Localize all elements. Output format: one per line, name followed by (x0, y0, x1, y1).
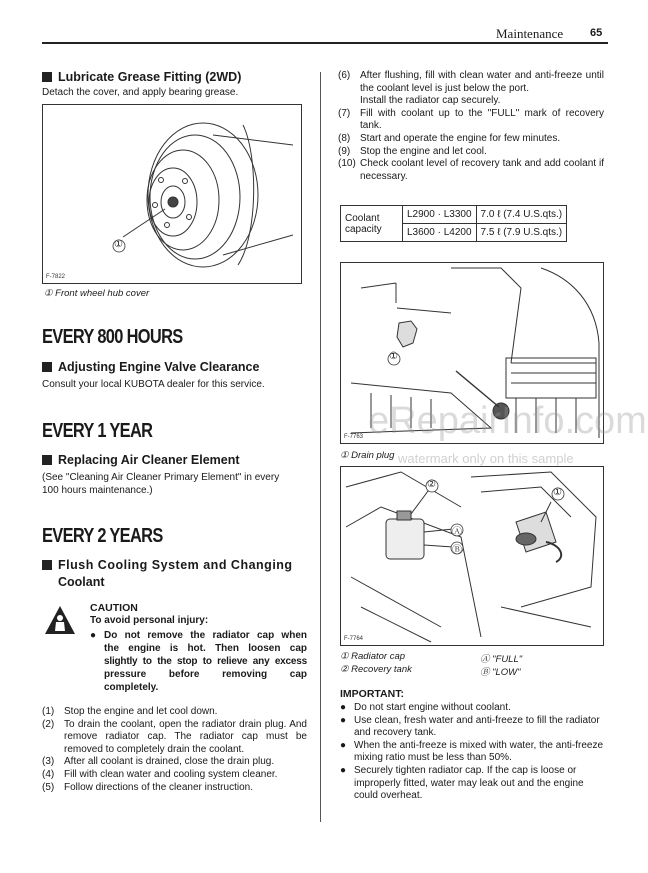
header-rule (42, 42, 608, 44)
bullet-icon: ● (340, 702, 347, 713)
list-item: (8) Start and operate the engine for few minutes. (338, 132, 561, 144)
caption-recovery-tank: ② Recovery tank (340, 664, 412, 675)
radiator-illustration (341, 467, 603, 645)
grease-section (42, 70, 310, 99)
important-list (340, 702, 604, 803)
coolant-capacity-table (340, 205, 567, 242)
list-item: (6) After flushing, fill with clean water and anti-freeze until the coolant level is just below the port. (338, 70, 604, 94)
callout-a: Ⓐ (452, 527, 462, 538)
figure-caption: ① Front wheel hub cover (44, 288, 150, 299)
caption-radiator-cap: ① Radiator cap (340, 651, 406, 662)
caption-low: Ⓑ "LOW" (480, 667, 521, 678)
caution-subtitle: To avoid personal injury: (90, 615, 209, 626)
interval-title-2years: EVERY 2 YEARS (42, 525, 163, 547)
recovery-tank-figure (340, 466, 604, 646)
important-title: IMPORTANT: (340, 688, 404, 700)
list-item: (1) Stop the engine and let cool down. (42, 706, 218, 717)
cooling-heading-1: Flush Cooling System and Changing (42, 558, 310, 572)
list-item: (10) Check coolant level of recovery tank and add coolant if necessary. (338, 158, 604, 182)
page-number: 65 (590, 27, 603, 39)
caption-full: Ⓐ "FULL" (480, 654, 523, 665)
list-item: ● When the anti-freeze is mixed with water, the anti-freeze mixing ratio must be less than 50%. (340, 739, 604, 764)
drain-steps-list (42, 706, 307, 794)
list-item: (9) Stop the engine and let cool. (338, 145, 487, 157)
coolant-label-cell: Coolant capacity (341, 206, 403, 242)
list-item: (3) After all coolant is drained, close the drain plug. (42, 756, 275, 768)
valve-text: Consult your local KUBOTA dealer for this service. (42, 379, 265, 390)
air-cleaner-heading: Replacing Air Cleaner Element (42, 453, 310, 467)
watermark-note: watermark only on this sample (398, 451, 574, 466)
air-cleaner-section (42, 453, 310, 497)
callout-2: ② (427, 479, 436, 490)
list-item: (7) Fill with coolant up to the "FULL" mark of recovery tank. (338, 107, 604, 132)
valve-heading: Adjusting Engine Valve Clearance (42, 360, 310, 374)
hub-cover-figure (42, 104, 302, 284)
bullet-icon: ● (340, 714, 347, 726)
air-cleaner-text-2: 100 hours maintenance.) (42, 485, 153, 496)
callout-b: Ⓑ (452, 545, 462, 556)
bullet-icon: ● (340, 739, 347, 751)
square-bullet-icon (42, 362, 52, 372)
square-bullet-icon (42, 455, 52, 465)
caution-title: CAUTION (90, 602, 138, 614)
bullet-icon: ● (90, 630, 97, 641)
section-title: Maintenance (496, 26, 564, 41)
callout-1: ① (114, 239, 123, 250)
interval-title-1year: EVERY 1 YEAR (42, 420, 153, 442)
callout-1: ① (389, 351, 398, 362)
column-divider (320, 72, 321, 822)
figure-caption: ① Drain plug (340, 450, 395, 461)
value-cell: 7.0 ℓ (7.4 U.S.qts.) (476, 206, 567, 224)
list-item: Install the radiator cap securely. (360, 95, 501, 107)
figure-id: F-7764 (344, 636, 364, 642)
figure-id: F-7822 (46, 274, 66, 280)
list-item: (5) Follow directions of the cleaner instruction. (42, 781, 253, 793)
wheel-hub-illustration (43, 105, 301, 283)
refill-steps-list (338, 70, 604, 183)
cooling-section (42, 558, 310, 589)
figure-id: F-7763 (344, 434, 364, 440)
square-bullet-icon (42, 560, 52, 570)
table-row (341, 206, 567, 224)
callout-1: ① (553, 487, 562, 498)
valve-section (42, 360, 310, 391)
list-item: (2) To drain the coolant, open the radiator drain plug. And remove radiator cap. The radiator cap must be removed to completely drain the coolant. (42, 718, 307, 755)
interval-title-800h: EVERY 800 HOURS (42, 326, 183, 348)
grease-text: Detach the cover, and apply bearing grease. (42, 87, 239, 98)
square-bullet-icon (42, 72, 52, 82)
caution-bullet: ● Do not remove the radiator cap when the engine is hot. Then loosen cap slightly to the stop to relieve any excess pressure before removing cap completely. (90, 630, 307, 693)
list-item: (4) Fill with clean water and cooling system cleaner. (42, 768, 278, 780)
warning-triangle-icon (44, 604, 80, 638)
list-item: ● Use clean, fresh water and anti-freeze to fill the radiator and recovery tank. (340, 714, 600, 739)
value-cell: 7.5 ℓ (7.9 U.S.qts.) (476, 224, 567, 242)
watermark-brand: eRepairInfo.com (368, 400, 647, 442)
bullet-icon: ● (340, 764, 347, 776)
list-item: ● Do not start engine without coolant. (340, 702, 511, 713)
model-cell: L2900 · L3300 (403, 206, 477, 224)
grease-heading: Lubricate Grease Fitting (2WD) (42, 70, 310, 84)
air-cleaner-text-1: (See "Cleaning Air Cleaner Primary Element" in every (42, 472, 280, 483)
cooling-heading-2: Coolant (58, 575, 105, 589)
model-cell: L3600 · L4200 (403, 224, 477, 242)
list-item: ● Securely tighten radiator cap. If the cap is loose or improperly fitted, water may leak out and the engine could overheat. (340, 764, 584, 802)
